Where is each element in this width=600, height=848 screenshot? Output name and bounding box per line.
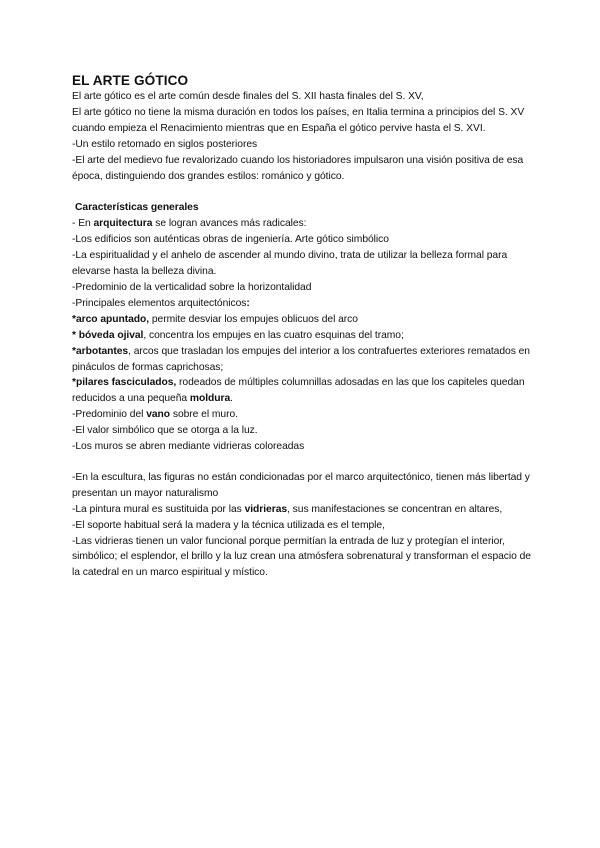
intro-paragraph-4: -El arte del medievo fue revalorizado cuando los historiadores impulsaron una visión positiva de esa época, distinguiendo dos grandes estilos: románico y gótico. [72, 154, 524, 182]
document-content [72, 72, 532, 581]
element-arco: *arco apuntado, permite desviar los empujes oblicuos del arco [72, 313, 358, 325]
stained-glass-paragraph: -Las vidrieras tienen un valor funcional porque permitían la entrada de luz y protegían el interior, simbólico; el esplendor, el brillo y la luz crean una atmósfera sobrenatural y transforman el espacio de la catedral en un marco espiritual y místico. [72, 535, 531, 579]
list-line-elements: -Principales elementos arquitectónicos: [72, 297, 250, 309]
list-line-walls: -Los muros se abren mediante vidrieras coloreadas [72, 441, 305, 453]
architecture-line: - En arquitectura se logran avances más radicales: [72, 218, 307, 230]
spacer [72, 455, 532, 470]
element-arbotantes: *arbotantes, arcos que trasladan los empujes del interior a los contrafuertes exteriores rematados en pináculos de formas caprichosas; [72, 345, 530, 373]
painting-paragraph: -La pintura mural es sustituida por las vidrieras, sus manifestaciones se concentran en altares, [72, 503, 503, 515]
intro-paragraph-2: El arte gótico no tiene la misma duración en todos los países, en Italia termina a principios del S. XV cuando empieza el Renacimiento mientras que en España el gótico pervive hasta el S. XVI. [72, 106, 525, 134]
element-pilares: *pilares fasciculados, rodeados de múltiples columnillas adosadas en las que los capiteles quedan reducidos a una pequeña moldura. [72, 377, 525, 405]
element-boveda: * bóveda ojival, concentra los empujes en las cuatro esquinas del tramo; [72, 329, 404, 341]
section-heading: Características generales [75, 202, 199, 214]
intro-paragraph-3: -Un estilo retomado en siglos posteriores [72, 138, 258, 150]
sculpture-paragraph: -En la escultura, las figuras no están condicionadas por el marco arquitectónico, tienen más libertad y presentan un mayor naturalismo [72, 471, 530, 499]
support-paragraph: -El soporte habitual será la madera y la técnica utilizada es el temple, [72, 519, 385, 531]
spacer [72, 184, 532, 200]
intro-paragraph-1: El arte gótico es el arte común desde finales del S. XII hasta finales del S. XV, [72, 91, 424, 102]
list-line-light: -El valor simbólico que se otorga a la luz. [72, 425, 258, 437]
list-line-verticality: -Predominio de la verticalidad sobre la horizontalidad [72, 281, 312, 293]
document-title: EL ARTE GÓTICO [72, 73, 189, 88]
list-line-engineering: -Los edificios son auténticas obras de ingeniería. Arte gótico simbólico [72, 234, 389, 246]
list-line-spirituality: -La espiritualidad y el anhelo de ascender al mundo divino, trata de utilizar la belleza formal para elevarse hasta la belleza divina. [72, 250, 508, 278]
list-line-vano: -Predominio del vano sobre el muro. [72, 409, 238, 421]
